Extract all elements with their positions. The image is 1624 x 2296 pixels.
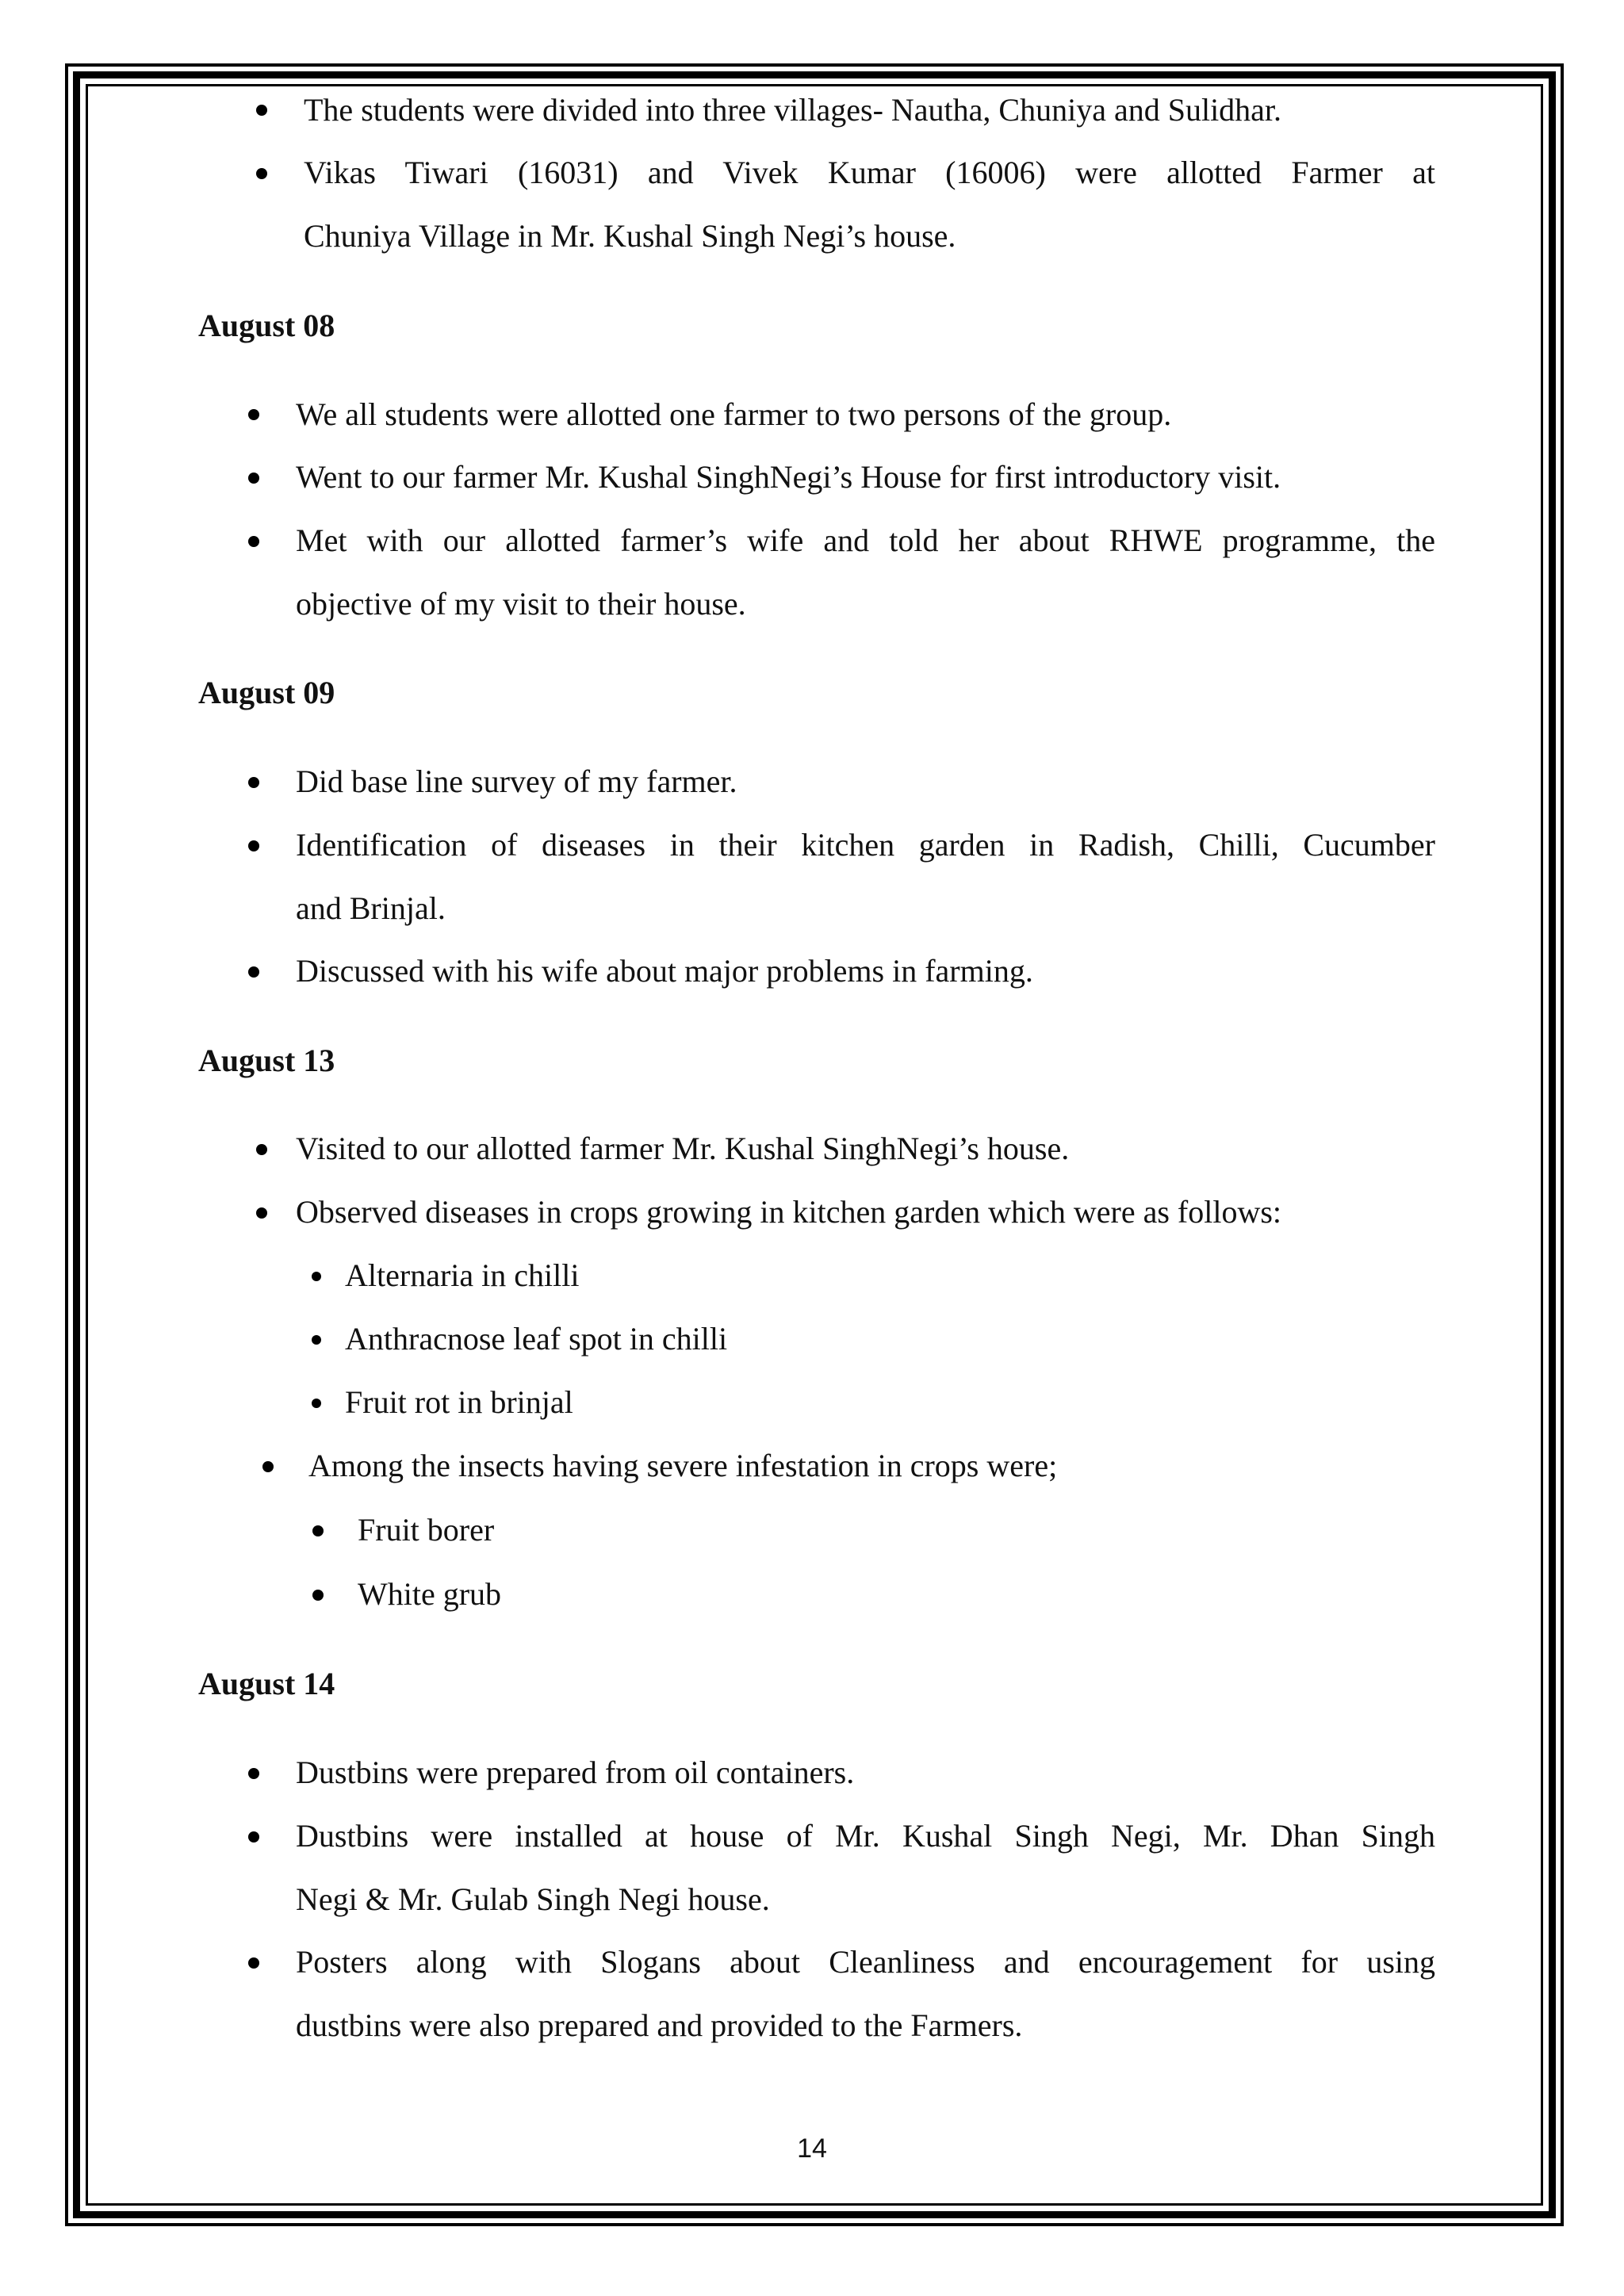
section-heading-august-14: August 14 [198, 1666, 335, 1701]
bullet-icon [312, 1335, 321, 1345]
bullet-icon [312, 1272, 321, 1281]
list-item-continued: and Brinjal. [296, 890, 446, 926]
list-item: Met with our allotted farmer’s wife and told her about RHWE programme, the [296, 522, 1435, 558]
sub-list-item: White grub [358, 1576, 502, 1612]
bullet-icon [256, 1207, 267, 1219]
intro-bullet-text-continued: Chuniya Village in Mr. Kushal Singh Negi’s house. [304, 218, 956, 254]
list-item: Identification of diseases in their kitchen garden in Radish, Chilli, Cucumber [296, 827, 1435, 863]
list-item-continued: dustbins were also prepared and provided to the Farmers. [296, 2007, 1023, 2043]
list-item-continued: objective of my visit to their house. [296, 586, 746, 622]
bullet-icon [312, 1399, 321, 1408]
intro-bullet-text: The students were divided into three villages- Nautha, Chuniya and Sulidhar. [304, 92, 1282, 128]
list-item: Went to our farmer Mr. Kushal SinghNegi’s House for first introductory visit. [296, 459, 1281, 495]
bullet-icon [256, 1144, 267, 1155]
bullet-icon [248, 840, 259, 851]
list-item-continued: Negi & Mr. Gulab Singh Negi house. [296, 1881, 770, 1917]
bullet-icon [248, 1768, 259, 1779]
bullet-icon [262, 1461, 274, 1472]
bullet-icon [248, 966, 259, 978]
list-item: Visited to our allotted farmer Mr. Kushal SinghNegi’s house. [296, 1131, 1070, 1166]
bullet-icon [256, 105, 267, 116]
bullet-icon [248, 473, 259, 484]
bullet-icon [312, 1590, 324, 1601]
list-item: Did base line survey of my farmer. [296, 763, 737, 799]
list-item: Discussed with his wife about major problems in farming. [296, 953, 1033, 989]
sub-list-item: Fruit rot in brinjal [345, 1384, 573, 1420]
list-item: We all students were allotted one farmer to two persons of the group. [296, 396, 1172, 432]
section-heading-august-13: August 13 [198, 1043, 335, 1078]
bullet-icon [248, 536, 259, 547]
section-heading-august-08: August 08 [198, 308, 335, 343]
sub-list-item: Alternaria in chilli [345, 1257, 580, 1293]
list-item: Dustbins were prepared from oil containers. [296, 1755, 855, 1790]
page-number: 14 [797, 2133, 827, 2164]
bullet-icon [256, 168, 267, 179]
bullet-icon [248, 1831, 259, 1843]
section-heading-august-09: August 09 [198, 675, 335, 710]
list-item: Posters along with Slogans about Cleanliness and encouragement for using [296, 1944, 1435, 1980]
list-item: Among the insects having severe infestation in crops were; [308, 1448, 1058, 1483]
list-item: Dustbins were installed at house of Mr. Kushal Singh Negi, Mr. Dhan Singh [296, 1818, 1435, 1854]
intro-bullet-text: Vikas Tiwari (16031) and Vivek Kumar (16006) were allotted Farmer at [304, 155, 1435, 190]
bullet-icon [248, 1957, 259, 1969]
sub-list-item: Fruit borer [358, 1512, 495, 1548]
list-item: Observed diseases in crops growing in kitchen garden which were as follows: [296, 1194, 1282, 1230]
bullet-icon [248, 409, 259, 420]
bullet-icon [312, 1525, 324, 1536]
sub-list-item: Anthracnose leaf spot in chilli [345, 1321, 728, 1357]
bullet-icon [248, 777, 259, 788]
